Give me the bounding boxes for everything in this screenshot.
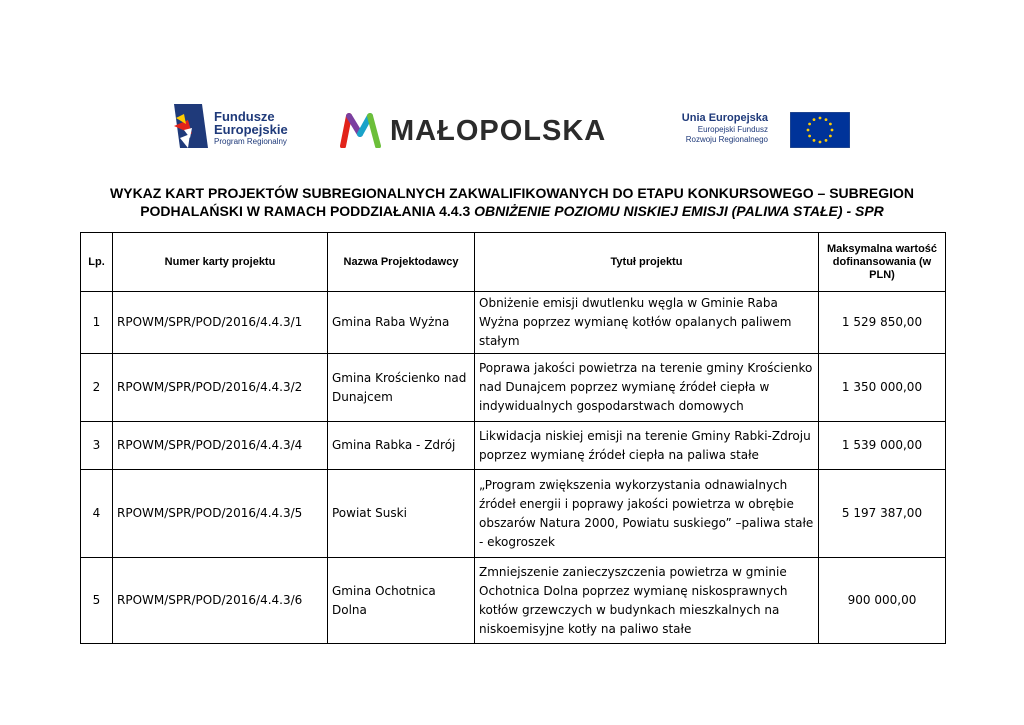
- malopolska-logo: [340, 110, 640, 150]
- fe-line3: Program Regionalny: [214, 137, 287, 146]
- fundusze-europejskie-logo: [174, 104, 324, 152]
- header-numer: Numer karty projektu: [113, 233, 328, 292]
- header-tytul: Tytuł projektu: [475, 233, 819, 292]
- cell-tytul: Zmniejszenie zanieczyszczenia powietrza w gminie Ochotnica Dolna poprzez wymianę niskosprawnych kotłów grzewczych w budynkach mieszkalnych na niskoemisyjne kotły na paliwo stałe: [475, 558, 819, 644]
- cell-lp: 4: [81, 470, 113, 558]
- unia-europejska-logo: [672, 110, 852, 150]
- ue-line2: Europejski Fundusz: [697, 125, 768, 134]
- cell-nazwa: Gmina Rabka - Zdrój: [328, 422, 475, 470]
- table-header-row: [81, 233, 946, 292]
- logos-bar: [0, 100, 1024, 160]
- fe-flag-icon: [174, 104, 208, 148]
- cell-numer: RPOWM/SPR/POD/2016/4.4.3/5: [113, 470, 328, 558]
- header-nazwa: Nazwa Projektodawcy: [328, 233, 475, 292]
- cell-kwota: 1 350 000,00: [819, 354, 946, 422]
- cell-lp: 1: [81, 292, 113, 354]
- fe-line2: Europejskie: [214, 122, 288, 137]
- cell-numer: RPOWM/SPR/POD/2016/4.4.3/4: [113, 422, 328, 470]
- cell-numer: RPOWM/SPR/POD/2016/4.4.3/2: [113, 354, 328, 422]
- cell-tytul: Likwidacja niskiej emisji na terenie Gminy Rabki-Zdroju poprzez wymianę źródeł ciepła na paliwa stałe: [475, 422, 819, 470]
- cell-numer: RPOWM/SPR/POD/2016/4.4.3/6: [113, 558, 328, 644]
- projects-table: [80, 232, 946, 644]
- cell-tytul: „Program zwiększenia wykorzystania odnawialnych źródeł energii i poprawy jakości powietrza w obrębie obszarów Natura 2000, Powiatu suskiego” –paliwa stałe - ekogroszek: [475, 470, 819, 558]
- title-line2-italic: OBNIŻENIE POZIOMU NISKIEJ EMISJI (PALIWA STAŁE) - SPR: [474, 203, 884, 219]
- fe-text: [214, 110, 288, 147]
- table-row: [81, 422, 946, 470]
- table-row: [81, 558, 946, 644]
- title-line2: [60, 202, 964, 220]
- cell-tytul: Poprawa jakości powietrza na terenie gminy Krościenko nad Dunajcem poprzez wymianę źródeł ciepła w indywidualnych gospodarstwach domowych: [475, 354, 819, 422]
- header-kwota: Maksymalna wartość dofinansowania (w PLN): [819, 233, 946, 292]
- cell-kwota: 1 529 850,00: [819, 292, 946, 354]
- eu-flag-icon: [790, 112, 850, 148]
- malopolska-wordmark: MAŁOPOLSKA: [390, 115, 607, 147]
- table-row: [81, 354, 946, 422]
- cell-kwota: 5 197 387,00: [819, 470, 946, 558]
- cell-lp: 2: [81, 354, 113, 422]
- cell-nazwa: Gmina Ochotnica Dolna: [328, 558, 475, 644]
- cell-tytul: Obniżenie emisji dwutlenku węgla w Gminie Raba Wyżna poprzez wymianę kotłów opalanych paliwem stałym: [475, 292, 819, 354]
- cell-nazwa: Gmina Krościenko nad Dunajcem: [328, 354, 475, 422]
- ue-line3: Rozwoju Regionalnego: [685, 135, 768, 144]
- ue-line1: Unia Europejska: [681, 112, 768, 124]
- cell-lp: 3: [81, 422, 113, 470]
- malopolska-mark-icon: [340, 112, 382, 148]
- header-lp: Lp.: [81, 233, 113, 292]
- cell-kwota: 900 000,00: [819, 558, 946, 644]
- cell-nazwa: Powiat Suski: [328, 470, 475, 558]
- cell-kwota: 1 539 000,00: [819, 422, 946, 470]
- cell-nazwa: Gmina Raba Wyżna: [328, 292, 475, 354]
- ue-text: [638, 112, 768, 145]
- cell-lp: 5: [81, 558, 113, 644]
- table-row: [81, 292, 946, 354]
- title-line1: WYKAZ KART PROJEKTÓW SUBREGIONALNYCH ZAKWALIFIKOWANYCH DO ETAPU KONKURSOWEGO – SUBREGION: [110, 185, 914, 201]
- fe-line1: Fundusze: [214, 109, 275, 124]
- cell-numer: RPOWM/SPR/POD/2016/4.4.3/1: [113, 292, 328, 354]
- table-row: [81, 470, 946, 558]
- title-line2-plain: PODHALAŃSKI W RAMACH PODDZIAŁANIA 4.4.3: [140, 203, 475, 219]
- document-title: [60, 184, 964, 220]
